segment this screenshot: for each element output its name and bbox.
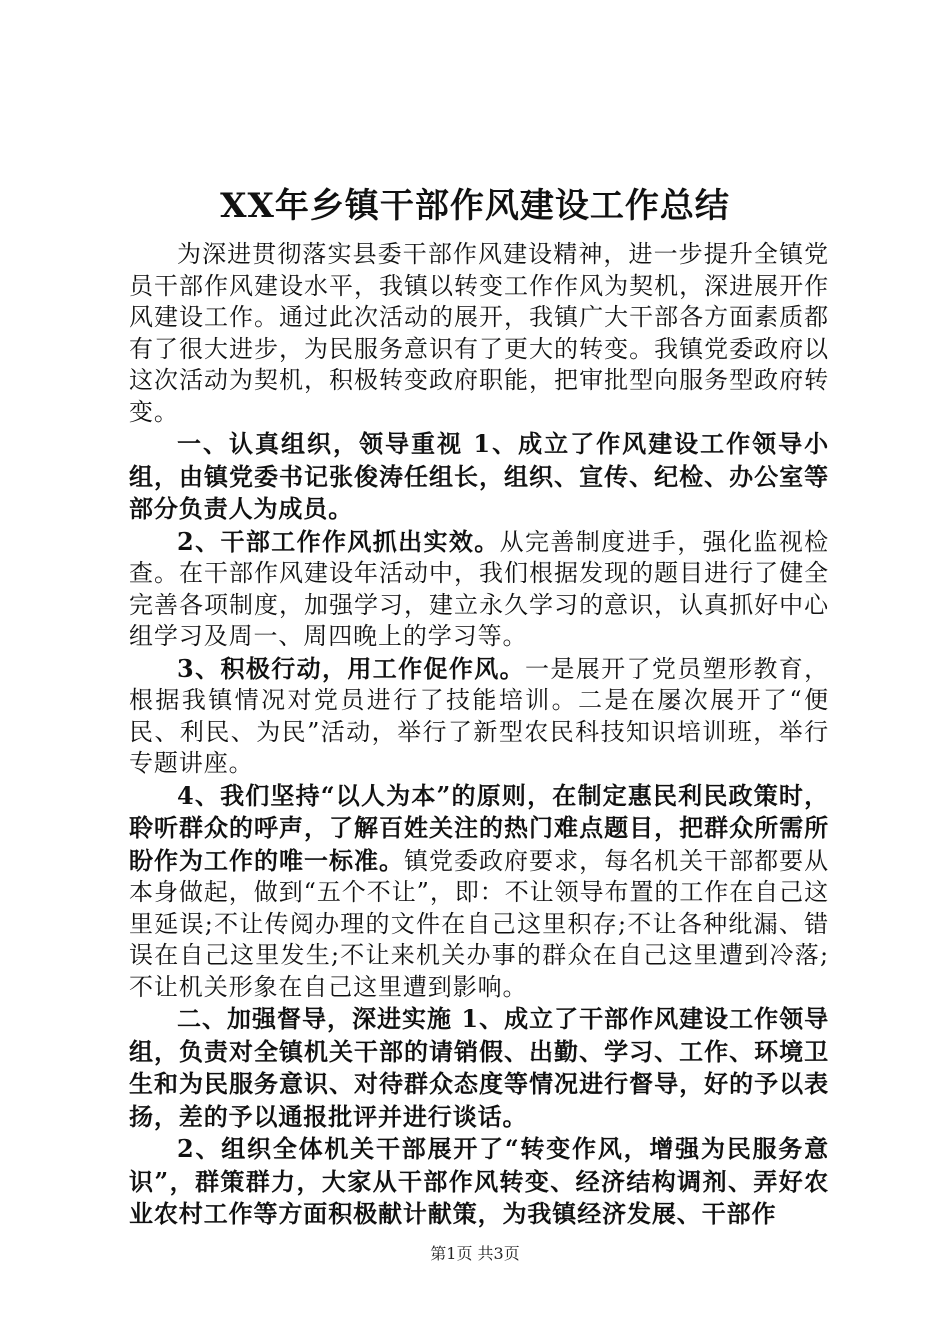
paragraph-lead: 二、加强督导，深进实施 1、成立了干部作风建设工作领导组，负责对全镇机关干部的请销假、出勤、学习、工作、环境卫生和为民服务意识、对待群众态度等情况进行督导，好的予以表扬，差的予以通报批评并进行谈话。 [129, 1004, 829, 1131]
paragraph-item-3 [129, 653, 829, 780]
paragraph-item-2 [129, 526, 829, 653]
paragraph-item-4 [129, 780, 829, 1004]
paragraph-lead: 3、积极行动，用工作促作风。 [177, 653, 525, 683]
paragraph-section-2 [129, 1003, 829, 1133]
paragraph-item-2b [129, 1133, 829, 1231]
paragraph-lead: 一、认真组织，领导重视 1、成立了作风建设工作领导小组，由镇党委书记张俊涛任组长，组织、宣传、纪检、办公室等部分负责人为成员。 [129, 429, 829, 523]
paragraph-lead: 2、干部工作作风抓出实效。 [177, 526, 500, 556]
paragraph-text: 一是展开了党员塑形教育，根据我镇情况对党员进行了技能培训。二是在屡次展开了“便民、利民、为民”活动，举行了新型农民科技知识培训班，举行专题讲座。 [129, 654, 829, 777]
document-body [129, 238, 829, 1231]
paragraph-text: 从完善制度进手，强化监视检查。在干部作风建设年活动中，我们根据发现的题目进行了健全完善各项制度，加强学习，建立永久学习的意识，认真抓好中心组学习及周一、周四晚上的学习等。 [129, 527, 830, 650]
page-number-footer: 第1页 共3页 [430, 1244, 520, 1263]
paragraph-text: 镇党委政府要求，每名机关干部都要从本身做起，做到“五个不让”，即：不让领导布置的工作在自己这里延误;不让传阅办理的文件在自己这里积存;不让各种纰漏、错误在自己这里发生;不让来机关办事的群众在自己这里遭到冷落;不让机关形象在自己这里遭到影响。 [129, 846, 829, 1001]
paragraph-text: 为深进贯彻落实县委干部作风建设精神，进一步提升全镇党员干部作风建设水平，我镇以转变工作作风为契机，深进展开作风建设工作。通过此次活动的展开，我镇广大干部各方面素质都有了很大进步，为民服务意识有了更大的转变。我镇党委政府以这次活动为契机，积极转变政府职能，把审批型向服务型政府转变。 [129, 240, 829, 426]
paragraph-lead: 2、组织全体机关干部展开了“转变作风，增强为民服务意识”，群策群力，大家从干部作风转变、经济结构调剂、弄好农业农村工作等方面积极献计献策，为我镇经济发展、干部作 [129, 1134, 829, 1228]
paragraph-lead: 4、我们坚持“以人为本”的原则，在制定惠民利民政策时，聆听群众的呼声，了解百姓关注的热门难点题目，把群众所需所盼作为工作的唯一标准。 [129, 780, 829, 875]
paragraph-intro [129, 238, 829, 428]
document-title: XX年乡镇干部作风建设工作总结 [220, 186, 730, 226]
paragraph-section-1 [129, 428, 829, 526]
